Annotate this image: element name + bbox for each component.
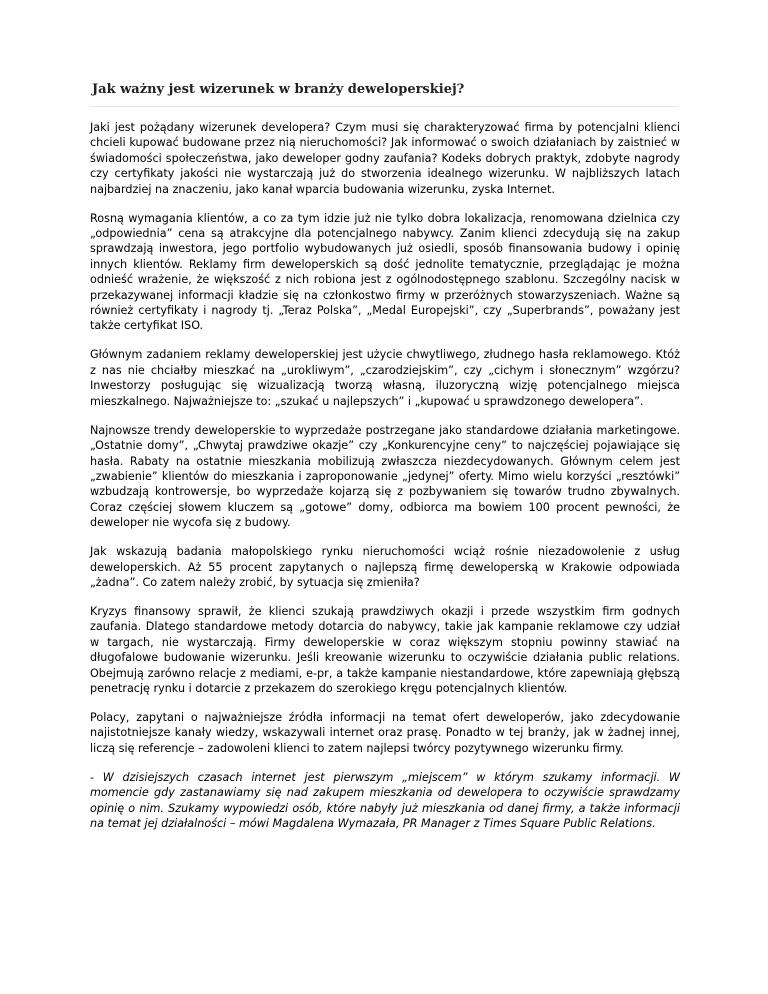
page-title: Jak ważny jest wizerunek w branży deweloperskiej? [92, 82, 465, 97]
paragraph-2: Rosną wymagania klientów, a co za tym idzie już nie tylko dobra lokalizacja, renomowana dzielnica czy „odpowiednia” cena są atrakcyjne dla potencjalnego nabywcy. Zanim klienci zdecydują się na zakup sprawdzają inwestora, jego portfolio wybudowanych już osiedli, sposób finansowania budowy i opinię innych klientów. Reklamy firm deweloperskich są dość jednolite tematycznie, przeglądając je można odnieść wrażenie, że większość z nich robiona jest z ogólnodostępnego szablonu. Szczególny nacisk w przekazywanej informacji kładzie się na członkostwo firmy w przeróżnych stowarzyszeniach. Ważne są również certyfikaty i nagrody tj. „Teraz Polska”, „Medal Europejski”, czy „Superbrands”, poważany jest także certyfikat ISO. [90, 211, 680, 333]
paragraph-7: Polacy, zapytani o najważniejsze źródła informacji na temat ofert deweloperów, jako zdecydowanie najistotniejsze kanały wiedzy, wskazywali internet oraz prasę. Ponadto w tej branży, jak w żadnej innej, liczą się referencje – zadowoleni klienci to zatem najlepsi twórcy pozytywnego wizerunku firmy. [90, 710, 680, 755]
paragraph-5: Jak wskazują badania małopolskiego rynku nieruchomości wciąż rośnie niezadowolenie z usług deweloperskich. Aż 55 procent zapytanych o najlepszą firmę deweloperską w Krakowie odpowiada „żadna”. Co zatem należy zrobić, by sytuacja się zmieniła? [90, 545, 680, 589]
paragraph-1: Jaki jest pożądany wizerunek developera? Czym musi się charakteryzować firma by potencjalni klienci chcieli kupować budowane przez nią nieruchomości? Jak informować o swoich działaniach by zaistnieć w świadomości społeczeństwa, jako deweloper godny zaufania? Kodeks dobrych praktyk, zdobyte nagrody czy certyfikaty jakości nie wystarczają już do stworzenia idealnego wizerunku. W najbliższych latach najbardziej na znaczeniu, jako kanał wparcia budowania wizerunku, zyska Internet. [90, 121, 680, 196]
article-body [90, 120, 680, 845]
paragraph-6: Kryzys finansowy sprawił, że klienci szukają prawdziwych okazji i przede wszystkim firm godnych zaufania. Dlatego standardowe metody dotarcia do nabywcy, takie jak kampanie reklamowe czy udział w targach, nie wystarczają. Firmy deweloperskie w coraz większym stopniu powinny stawiać na długofalowe budowanie wizerunku. Jeśli kreowanie wizerunku to oczywiście działania public relations. Obejmują zarówno relacje z mediami, e-pr, a także kampanie niestandardowe, które zapewniają głębszą penetrację rynku i dotarcie z przekazem do szerokiego kręgu potencjalnych klientów. [90, 604, 680, 695]
title-divider [90, 106, 678, 107]
paragraph-4: Najnowsze trendy deweloperskie to wyprzedaże postrzegane jako standardowe działania marketingowe. „Ostatnie domy”, „Chwytaj prawdziwe okazje” czy „Konkurencyjne ceny” to najczęściej pojawiające się hasła. Rabaty na ostatnie mieszkania mobilizują zwłaszcza niezdecydowanych. Głównym celem jest „zwabienie” klientów do mieszkania i zaproponowanie „jedynej” oferty. Mimo wielu korzyści „resztówki” wzbudzają kontrowersje, bo wyprzedaże kojarzą się z pozbywaniem się towarów trudno zbywalnych. Coraz częściej słowem kluczem są „gotowe” domy, odbiorca ma bowiem 100 procent pewności, że deweloper nie wycofa się z budowy. [90, 423, 680, 530]
paragraph-3: Głównym zadaniem reklamy deweloperskiej jest użycie chwytliwego, złudnego hasła reklamowego. Któż z nas nie chciałby mieszkać na „urokliwym”, „czarodziejskim”, czy „cichym i słonecznym” wzgórzu? Inwestorzy posługując się wizualizacją tworzą własną, iluzoryczną wizję potencjalnego miejsca mieszkalnego. Najważniejsze to: „szukać u najlepszych” i „kupować u sprawdzonego dewelopera”. [90, 348, 680, 408]
quote-paragraph: - W dzisiejszych czasach internet jest pierwszym „miejscem” w którym szukamy informacji. W momencie gdy zastanawiamy się nad zakupem mieszkania od dewelopera to oczywiście sprawdzamy opinię o nim. Szukamy wypowiedzi osób, które nabyły już mieszkania od danej firmy, a także informacji na temat jej działalności – mówi Magdalena Wymazała, PR Manager z Times Square Public Relations. [90, 770, 680, 830]
